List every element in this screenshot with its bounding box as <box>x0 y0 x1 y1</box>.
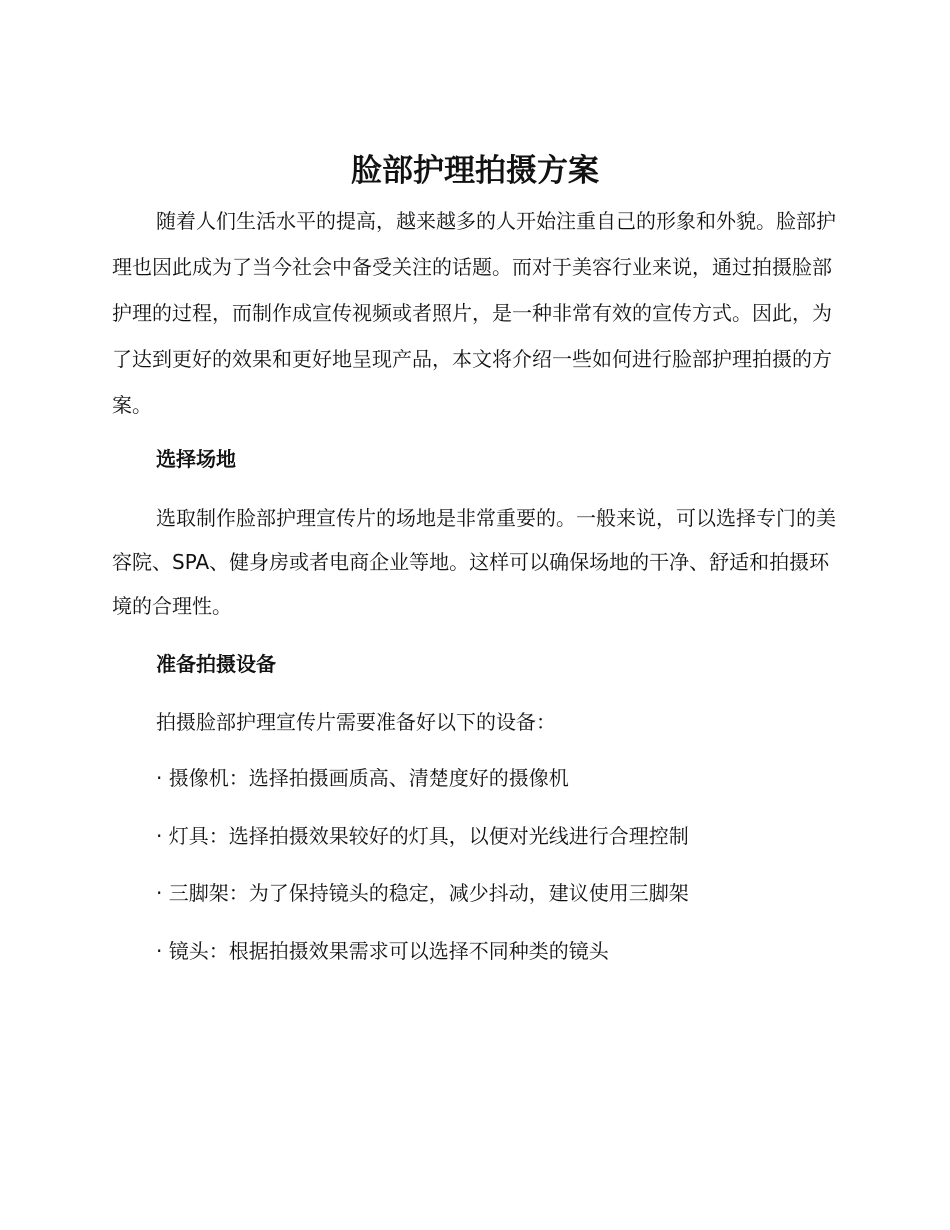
list-item-lens: · 镜头：根据拍摄效果需求可以选择不同种类的镜头 <box>156 938 609 963</box>
venue-paragraph: 选取制作脸部护理宣传片的场地是非常重要的。一般来说，可以选择专门的美容院、SPA、健身房或者电商企业等地。这样可以确保场地的干净、舒适和拍摄环境的合理性。 <box>112 506 836 618</box>
list-item-lights: · 灯具：选择拍摄效果较好的灯具，以便对光线进行合理控制 <box>156 823 689 848</box>
equipment-lead: 拍摄脸部护理宣传片需要准备好以下的设备： <box>156 710 556 734</box>
equipment-list <box>156 756 689 986</box>
document-title: 脸部护理拍摄方案 <box>351 153 599 189</box>
section-heading-venue: 选择场地 <box>156 447 236 471</box>
section-heading-equipment: 准备拍摄设备 <box>156 652 276 676</box>
intro-paragraph: 随着人们生活水平的提高，越来越多的人开始注重自己的形象和外貌。脸部护理也因此成为了当今社会中备受关注的话题。而对于美容行业来说，通过拍摄脸部护理的过程，而制作成宣传视频或者照片，是一种非常有效的宣传方式。因此，为了达到更好的效果和更好地呈现产品，本文将介绍一些如何进行脸部护理拍摄的方案。 <box>112 209 836 417</box>
list-item-camera: · 摄像机：选择拍摄画质高、清楚度好的摄像机 <box>156 766 569 790</box>
list-item-tripod: · 三脚架：为了保持镜头的稳定，减少抖动，建议使用三脚架 <box>156 881 689 905</box>
